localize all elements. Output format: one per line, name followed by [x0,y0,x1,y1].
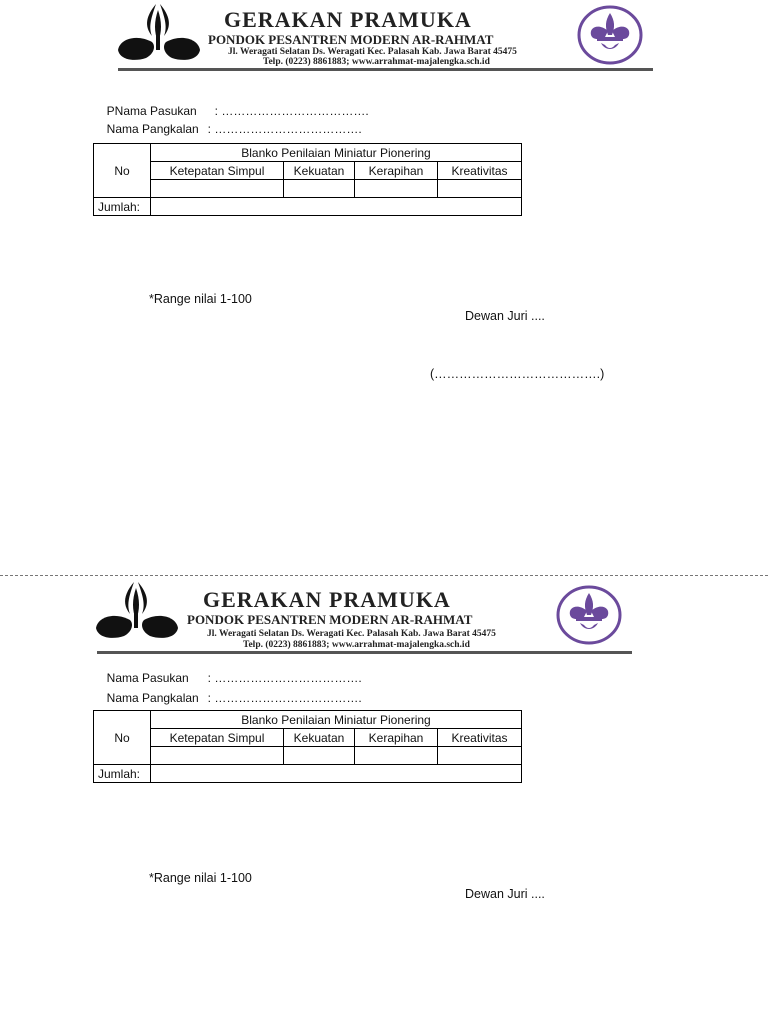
pramuka-emblem-icon [577,5,643,65]
tunas-kelapa-logo-icon [116,2,202,64]
column-header-ketepatan-simpul: Ketepatan Simpul [151,729,284,747]
pramuka-emblem-icon [556,585,622,645]
letterhead-rule [118,68,653,71]
cell-kekuatan[interactable] [284,747,355,765]
cell-ketepatan-simpul[interactable] [151,180,284,198]
letterhead-subtitle: PONDOK PESANTREN MODERN AR-RAHMAT [208,32,494,47]
column-header-kekuatan: Kekuatan [284,162,355,180]
letterhead-rule [97,651,632,654]
table-header-no: No [94,711,151,765]
table-row [94,180,522,198]
column-header-kekuatan: Kekuatan [284,729,355,747]
table-title: Blanko Penilaian Miniatur Pionering [151,144,522,162]
field-nama-pangkalan [100,677,362,705]
cell-kreativitas[interactable] [438,180,522,198]
letterhead-address: Jl. Weragati Selatan Ds. Weragati Kec. Palasah Kab. Jawa Barat 45475 [228,47,517,57]
range-note: *Range nilai 1-100 [149,292,252,306]
column-header-ketepatan-simpul: Ketepatan Simpul [151,162,284,180]
letterhead-title: GERAKAN PRAMUKA [203,587,451,612]
cell-kreativitas[interactable] [438,747,522,765]
table-total-row [94,198,522,216]
letterhead-bottom [0,578,768,658]
letterhead-subtitle: PONDOK PESANTREN MODERN AR-RAHMAT [187,612,473,627]
grading-table [93,710,522,783]
cell-kekuatan[interactable] [284,180,355,198]
letterhead-title: GERAKAN PRAMUKA [224,7,472,32]
field-nama-pasukan-label: Nama Pasukan [106,671,189,685]
field-nama-pangkalan [100,108,362,136]
dewan-juri-label: Dewan Juri .... [465,887,545,901]
field-nama-pangkalan-label: Nama Pangkalan [106,691,199,705]
column-header-kreativitas: Kreativitas [438,162,522,180]
column-header-kerapihan: Kerapihan [355,729,438,747]
total-cell[interactable] [151,765,522,783]
field-nama-pangkalan-label: Nama Pangkalan [106,122,199,136]
cell-ketepatan-simpul[interactable] [151,747,284,765]
table-header-no: No [94,144,151,198]
table-total-row [94,765,522,783]
letterhead-telp: Telp. (0223) 8861883; www.arrahmat-majalengka.sch.id [263,57,490,67]
total-label: Jumlah: [94,198,151,216]
column-header-kreativitas: Kreativitas [438,729,522,747]
column-header-kerapihan: Kerapihan [355,162,438,180]
total-cell[interactable] [151,198,522,216]
cell-kerapihan[interactable] [355,747,438,765]
table-title: Blanko Penilaian Miniatur Pionering [151,711,522,729]
cut-line-divider [0,575,768,576]
range-note: *Range nilai 1-100 [149,871,252,885]
field-nama-pasukan-value: : ………………………………. [214,104,369,118]
grading-table [93,143,522,216]
letterhead-telp: Telp. (0223) 8861883; www.arrahmat-majalengka.sch.id [243,640,470,650]
signature-line: (………………………………….) [430,367,605,381]
total-label: Jumlah: [94,765,151,783]
letterhead-address: Jl. Weragati Selatan Ds. Weragati Kec. Palasah Kab. Jawa Barat 45475 [207,629,496,639]
cell-kerapihan[interactable] [355,180,438,198]
field-nama-pasukan-value: : ………………………………. [207,671,362,685]
tunas-kelapa-logo-icon [94,580,180,642]
field-nama-pasukan-label: PNama Pasukan [106,104,197,118]
letterhead-top [0,0,768,75]
field-nama-pangkalan-value: : ………………………………. [207,691,362,705]
field-nama-pangkalan-value: : ………………………………. [207,122,362,136]
dewan-juri-label: Dewan Juri .... [465,309,545,323]
table-row [94,747,522,765]
